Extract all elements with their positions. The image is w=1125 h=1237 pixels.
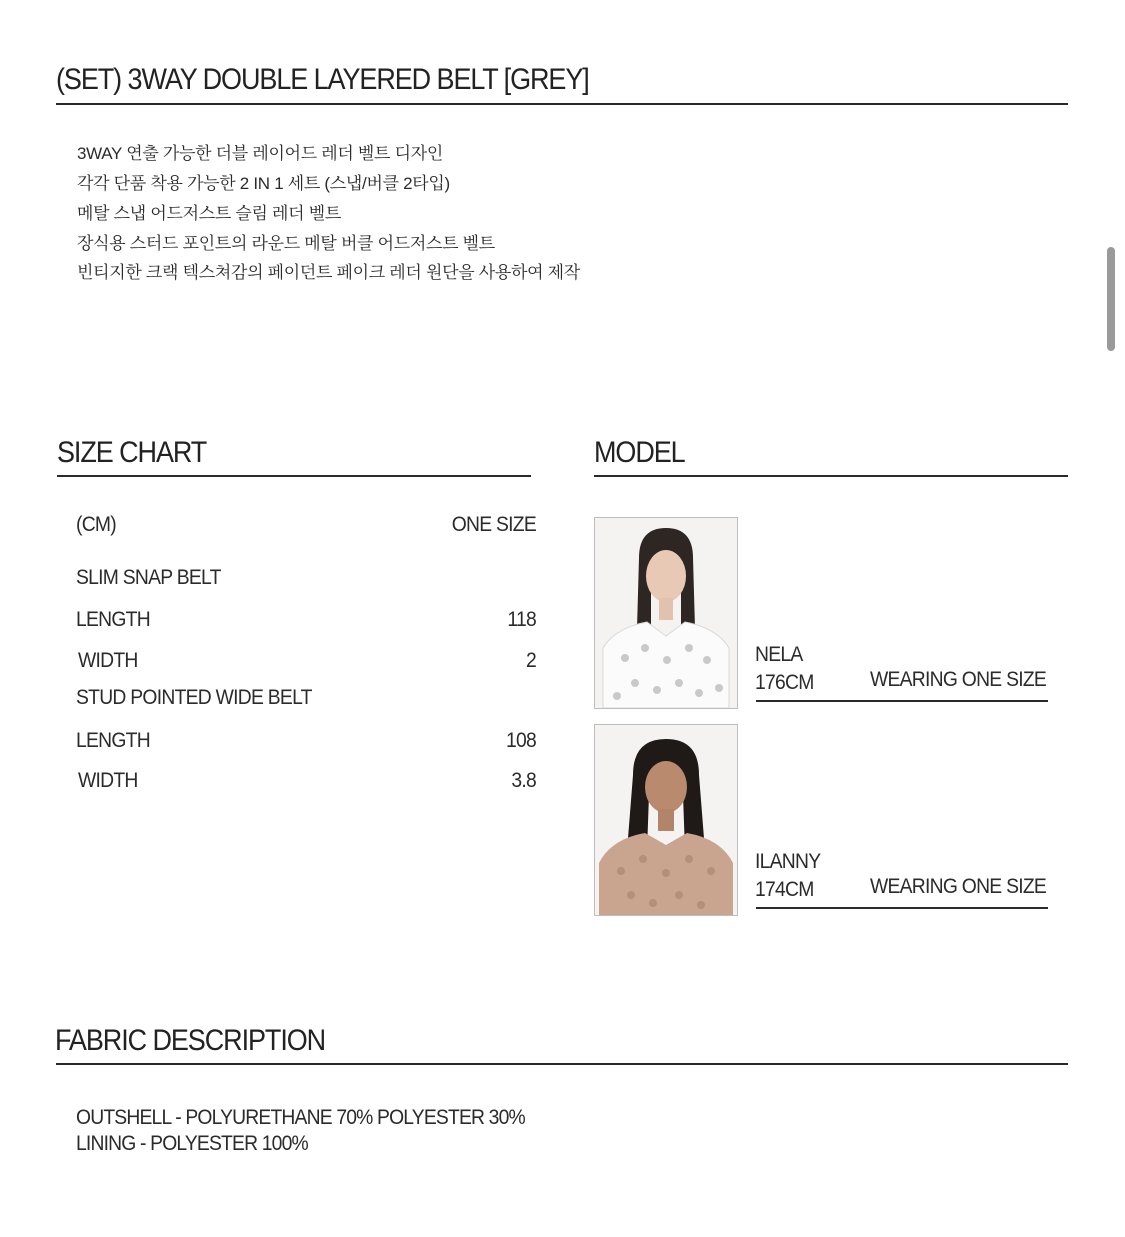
scrollbar-thumb[interactable] bbox=[1107, 247, 1115, 351]
model-wearing-size: WEARING ONE SIZE bbox=[870, 668, 1047, 691]
model-heading: MODEL bbox=[594, 436, 685, 469]
size-chart-heading: SIZE CHART bbox=[57, 436, 207, 469]
description-line: 각각 단품 착용 가능한 2 IN 1 세트 (스냅/버클 2타입) bbox=[77, 174, 450, 193]
size-row-label: LENGTH bbox=[76, 729, 150, 752]
model-figure-icon bbox=[595, 725, 737, 915]
fabric-line: OUTSHELL - POLYURETHANE 70% POLYESTER 30% bbox=[76, 1106, 525, 1129]
belt-group-name: SLIM SNAP BELT bbox=[76, 566, 221, 589]
size-row-label: WIDTH bbox=[78, 649, 138, 672]
size-row-label: WIDTH bbox=[78, 769, 138, 792]
fabric-divider bbox=[56, 1063, 1068, 1065]
model-figure-icon bbox=[595, 518, 737, 708]
size-row-value: 2 bbox=[525, 649, 536, 672]
description-line: 빈티지한 크랙 텍스쳐감의 페이던트 페이크 레더 원단을 사용하여 제작 bbox=[77, 263, 580, 282]
model-name: ILANNY bbox=[755, 850, 821, 873]
model-photo-ilanny bbox=[594, 724, 738, 916]
size-row-value: 108 bbox=[505, 729, 536, 752]
belt-group-name: STUD POINTED WIDE BELT bbox=[76, 686, 312, 709]
model-photo-nela bbox=[594, 517, 738, 709]
unit-label: (CM) bbox=[76, 513, 116, 536]
model-height: 176CM bbox=[755, 671, 814, 694]
description-line: 메탈 스냅 어드저스트 슬림 레더 벨트 bbox=[77, 204, 341, 223]
size-column-label: ONE SIZE bbox=[451, 513, 536, 536]
title-divider bbox=[56, 103, 1068, 105]
product-title: (SET) 3WAY DOUBLE LAYERED BELT [GREY] bbox=[56, 63, 589, 96]
fabric-heading: FABRIC DESCRIPTION bbox=[55, 1024, 326, 1057]
size-row-label: LENGTH bbox=[76, 608, 150, 631]
model-divider bbox=[756, 700, 1048, 702]
model-height: 174CM bbox=[755, 878, 814, 901]
model-divider bbox=[756, 907, 1048, 909]
model-wearing-size: WEARING ONE SIZE bbox=[870, 875, 1047, 898]
model-divider bbox=[594, 475, 1068, 477]
size-chart-divider bbox=[57, 475, 531, 477]
description-line: 3WAY 연출 가능한 더블 레이어드 레더 벨트 디자인 bbox=[77, 144, 443, 163]
description-line: 장식용 스터드 포인트의 라운드 메탈 버클 어드저스트 벨트 bbox=[77, 234, 495, 253]
size-row-value: 118 bbox=[507, 608, 536, 631]
fabric-line: LINING - POLYESTER 100% bbox=[76, 1132, 308, 1155]
model-name: NELA bbox=[755, 643, 803, 666]
size-row-value: 3.8 bbox=[511, 769, 536, 792]
